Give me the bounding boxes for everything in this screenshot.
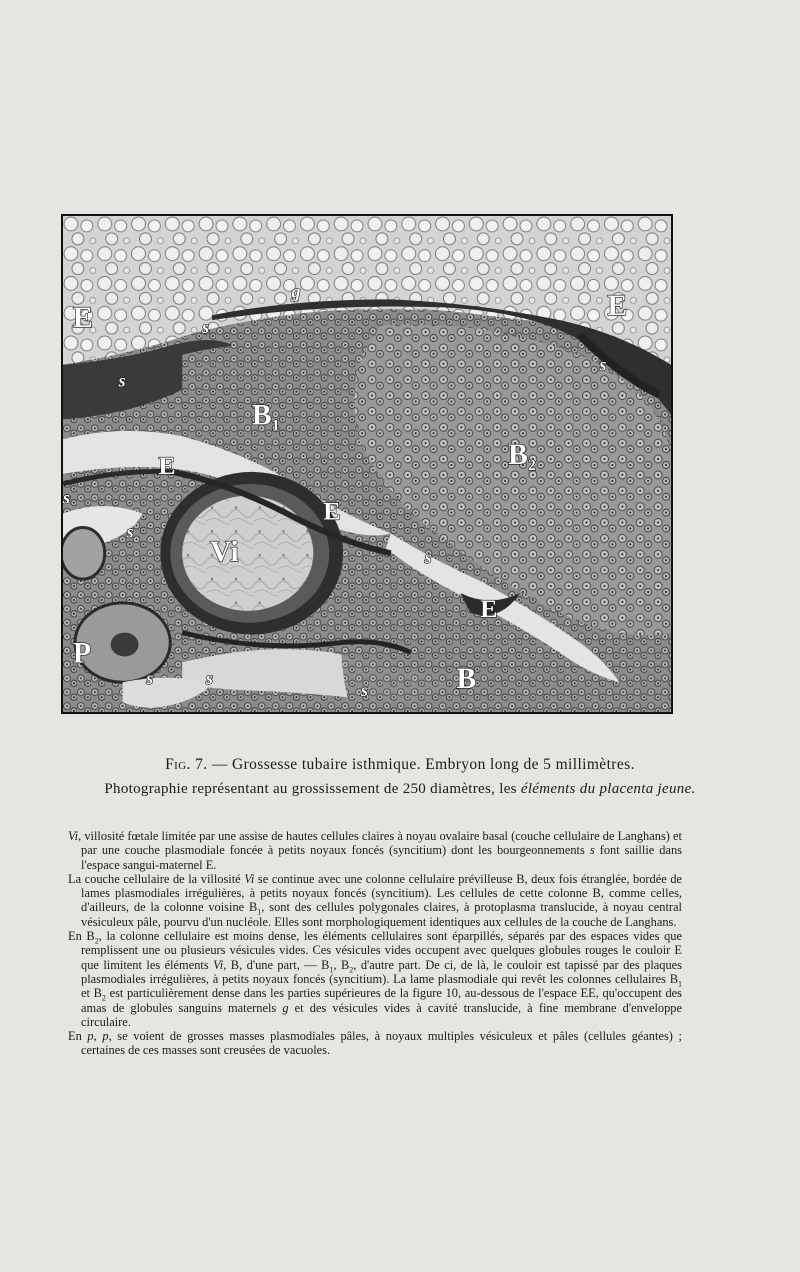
micrograph-image <box>63 216 671 712</box>
label-s: s <box>599 354 607 375</box>
figure-title: — Grossesse tubaire isthmique. Embryon long de 5 millimètres. <box>211 756 635 773</box>
label-E-center: E <box>323 496 341 526</box>
label-s: s <box>146 668 154 689</box>
figure-label: Fig. 7. <box>165 756 208 773</box>
label-B2: $B_2$ <box>508 438 536 474</box>
label-s: s <box>202 317 210 338</box>
label-s: s <box>126 521 134 542</box>
figure-caption <box>0 756 800 774</box>
label-g: g <box>291 281 301 302</box>
figure-subtitle-italic: éléments du placenta jeune. <box>520 781 696 797</box>
label-E-top-left: E <box>72 301 93 335</box>
label-B1: $B_1$ <box>251 398 280 435</box>
label-E-right: E <box>480 593 498 623</box>
legend-paragraph-column-b: La couche cellulaire de la villosité Vi se continue avec une colonne cellulaire prévilleuse B, deux fois étranglée, bordée de lames plasmodiales irrégulières, à petits noyaux foncés (syncitium). Les cellules de cette colonne B, comme celles, d'ailleurs, de la colonne voisine $B_1$, sont des cellules polygonales claires, à protoplasma translucide, à noyau central vésiculeux pâle, pourvu d'un nucléole. Elles sont morphologiquement identiques aux cellules de la couche de Langhans. <box>68 871 683 929</box>
legend-paragraph-b2: En $B_2$, la colonne cellulaire est moins dense, les éléments cellulaires sont éparpillés, séparés par des espaces vides que remplissent une ou plusieurs vésicules vides. Ces vésicules vides occupent avec quelques globules rouges le couloir E que limitent les éléments Vi, B, d'une part, — $B_1$, $B_2$, d'autre part. De ci, de là, le couloir est tapissé par des plaques plasmodiales irrégulières, à petits noyaux foncés (syncitium). La lame plasmodiale qui revêt les colonnes cellulaires $B_1$ et $B_2$ est particulièrement dense dans les parties supérieures de la figure 10, au-dessous de l'espace EE, qu'occupent des amas de globules sanguins maternels g et des vésicules vides à cavité translucide, à fine membrane d'enveloppe circulaire. <box>68 929 682 1029</box>
label-s: s <box>63 487 70 508</box>
figure-legend <box>68 829 682 1058</box>
label-E-top-right: E <box>607 289 628 323</box>
label-s: s <box>118 370 126 391</box>
label-s: s <box>361 680 368 701</box>
legend-paragraph-vi: Vi, villosité fœtale limitée par une assise de hautes cellules claires à noyau ovalaire basal (couche cellulaire de Langhans) et par une couche plasmodiale foncée à petits noyaux foncés (syncitium) dont les bourgeonnements s font saillie dans l'espace sangui-maternel E. <box>68 829 682 872</box>
label-s: s <box>206 668 214 689</box>
label-B: B <box>456 662 477 696</box>
legend-paragraph-p: En p, p, se voient de grosses masses plasmodiales pâles, à noyaux multiples vésiculeux et pâles (cellules géantes) ; certaines de ces masses sont creusées de vacuoles. <box>68 1029 682 1058</box>
micrograph-photo <box>61 214 673 714</box>
label-P: P <box>72 636 92 670</box>
label-s: s <box>424 547 432 568</box>
label-Vi: Vi <box>210 535 239 569</box>
figure-subtitle-text: Photographie représentant au grossissement de 250 diamètres, les <box>104 781 521 797</box>
figure-subtitle <box>80 780 720 798</box>
label-E-mid-left: E <box>158 450 176 480</box>
